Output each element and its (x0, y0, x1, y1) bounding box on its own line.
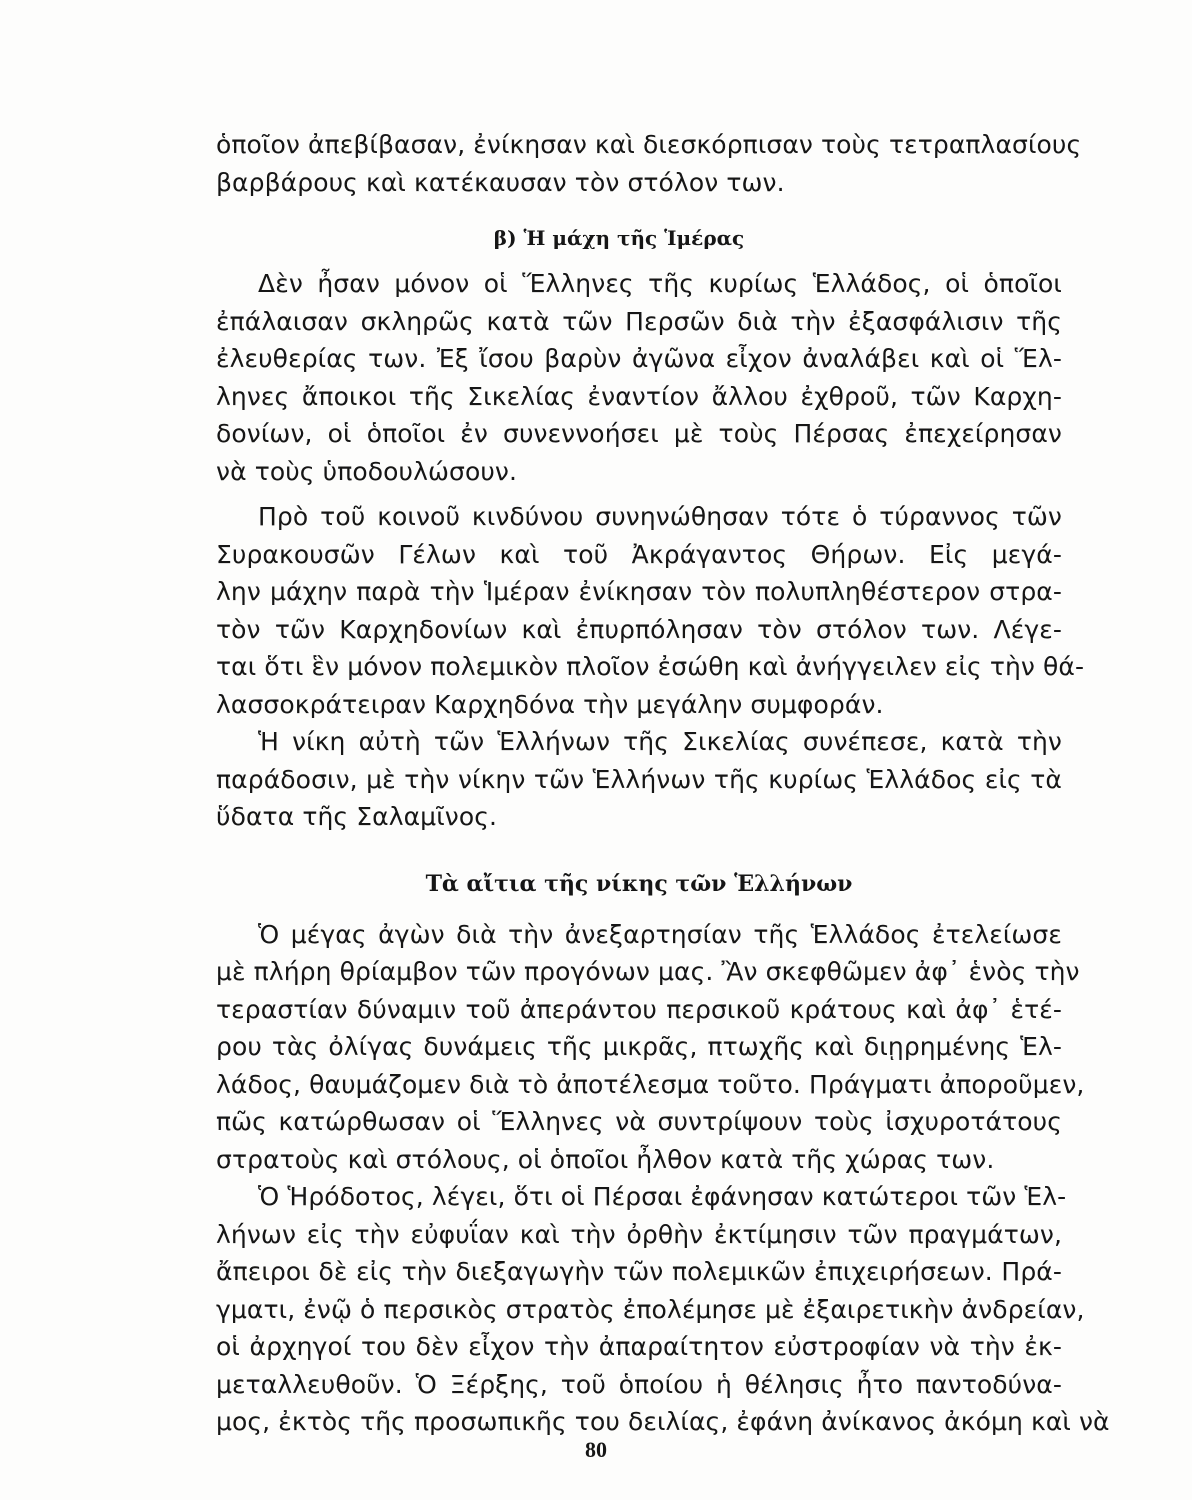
text-line: λάδος, θαυμάζομεν διὰ τὸ ἀποτέλεσμα τοῦτο. Πράγματι ἀποροῦμεν, (216, 1069, 1085, 1099)
text-line: παράδοσιν, μὲ τὴν νίκην τῶν Ἑλλήνων τῆς κυρίως Ἑλλάδος εἰς τὰ (216, 764, 1062, 794)
text-line: δονίων, οἱ ὁποῖοι ἐν συνεννοήσει μὲ τοὺς Πέρσας ἐπεχείρησαν (216, 419, 1062, 448)
paragraph-top (216, 126, 1082, 201)
text-line: λασσοκράτειραν Καρχηδόνα τὴν μεγάλην συμφοράν. (216, 689, 884, 719)
text-line: ὕδατα τῆς Σαλαμῖνος. (216, 802, 498, 831)
text-line: λήνων εἰς τὴν εὐφυΐαν καὶ τὴν ὀρθὴν ἐκτίμησιν τῶν πραγμάτων, (216, 1219, 1062, 1249)
text-line: Ὁ μέγας ἀγὼν διὰ τὴν ἀνεξαρτησίαν τῆς Ἑλλάδος ἐτελείωσε (258, 919, 1062, 949)
section-heading-imeras: β) Ἡ μάχη τῆς Ἱμέρας (493, 226, 745, 250)
text-line: ἄπειροι δὲ εἰς τὴν διεξαγωγὴν τῶν πολεμικῶν ἐπιχειρήσεων. Πρά- (216, 1257, 1062, 1286)
text-line: πῶς κατώρθωσαν οἱ Ἕλληνες νὰ συντρίψουν τοὺς ἰσχυροτάτους (216, 1107, 1062, 1136)
text-line: Συρακουσῶν Γέλων καὶ τοῦ Ἀκράγαντος Θήρων. Εἰς μεγά- (216, 539, 1062, 569)
text-line: νὰ τοὺς ὑποδουλώσουν. (216, 456, 518, 486)
text-line: ληνες ἄποικοι τῆς Σικελίας ἐναντίον ἄλλου ἐχθροῦ, τῶν Καρχη- (216, 381, 1062, 411)
text-line: Ἡ νίκη αὐτὴ τῶν Ἑλλήνων τῆς Σικελίας συνέπεσε, κατὰ τὴν (258, 727, 1062, 756)
text-line: ἐλευθερίας των. Ἐξ ἴσου βαρὺν ἀγῶνα εἶχον ἀναλάβει καὶ οἱ Ἕλ- (216, 344, 1062, 373)
text-line: ἐπάλαισαν σκληρῶς κατὰ τῶν Περσῶν διὰ τὴν ἐξασφάλισιν τῆς (216, 306, 1062, 336)
spacer (216, 836, 1062, 862)
text-line: λην μάχην παρὰ τὴν Ἱμέραν ἐνίκησαν τὸν πολυπληθέστερον στρα- (216, 577, 1062, 606)
text-line: τὸν τῶν Καρχηδονίων καὶ ἐπυρπόλησαν τὸν στόλον των. Λέγε- (216, 614, 1062, 644)
text-line: Ὁ Ἡρόδοτος, λέγει, ὅτι οἱ Πέρσαι ἐφάνησαν κατώτεροι τῶν Ἑλ- (258, 1182, 1067, 1211)
text-line: βαρβάρους καὶ κατέκαυσαν τὸν στόλον των. (216, 167, 785, 197)
text-line: μος, ἐκτὸς τῆς προσωπικῆς του δειλίας, ἐφάνη ἀνίκανος ἀκόμη καὶ νὰ (216, 1407, 1110, 1436)
page-number: 80 (585, 1437, 607, 1462)
text-line: οἱ ἀρχηγοί του δὲν εἶχον τὴν ἀπαραίτητον εὐστροφίαν νὰ τὴν ἐκ- (216, 1332, 1062, 1361)
text-column (216, 126, 1110, 1441)
section-heading-aitia: Τὰ αἴτια τῆς νίκης τῶν Ἑλλήνων (425, 870, 853, 897)
text-line: ὁποῖον ἀπεβίβασαν, ἐνίκησαν καὶ διεσκόρπισαν τοὺς τετραπλασίους (216, 130, 1082, 159)
text-line: Δὲν ἦσαν μόνον οἱ Ἕλληνες τῆς κυρίως Ἑλλάδος, οἱ ὁποῖοι (258, 269, 1062, 298)
text-line: γματι, ἐνῷ ὁ περσικὸς στρατὸς ἐπολέμησε μὲ ἐξαιρετικὴν ἀνδρείαν, (216, 1294, 1085, 1324)
text-line: στρατοὺς καὶ στόλους, οἱ ὁποῖοι ἦλθον κατὰ τῆς χώρας των. (216, 1144, 995, 1174)
paragraph-aitia-2 (216, 1178, 1110, 1441)
text-line: ται ὅτι ἓν μόνον πολεμικὸν πλοῖον ἐσώθη καὶ ἀνήγγειλεν εἰς τὴν θά- (216, 652, 1085, 681)
paragraph-imeras-2 (216, 498, 1085, 723)
text-line: ρου τὰς ὀλίγας δυνάμεις τῆς μικρᾶς, πτωχῆς καὶ διῃρημένης Ἑλ- (216, 1032, 1062, 1061)
spacer (216, 906, 1062, 916)
text-line: μὲ πλήρη θρίαμβον τῶν προγόνων μας. Ἂν σκεφθῶμεν ἀφ᾿ ἑνὸς τὴν (216, 957, 1080, 986)
text-line: τεραστίαν δύναμιν τοῦ ἀπεράντου περσικοῦ κράτους καὶ ἀφ᾿ ἑτέ- (216, 994, 1062, 1024)
paragraph-imeras-3 (216, 723, 1062, 836)
text-line: Πρὸ τοῦ κοινοῦ κινδύνου συνηνώθησαν τότε ὁ τύραννος τῶν (258, 502, 1062, 531)
paragraph-imeras-1 (216, 265, 1062, 490)
paragraph-aitia-1 (216, 916, 1085, 1179)
spacer (216, 490, 1062, 498)
text-line: μεταλλευθοῦν. Ὁ Ξέρξης, τοῦ ὁποίου ἡ θέλησις ἦτο παντοδύνα- (216, 1369, 1062, 1399)
